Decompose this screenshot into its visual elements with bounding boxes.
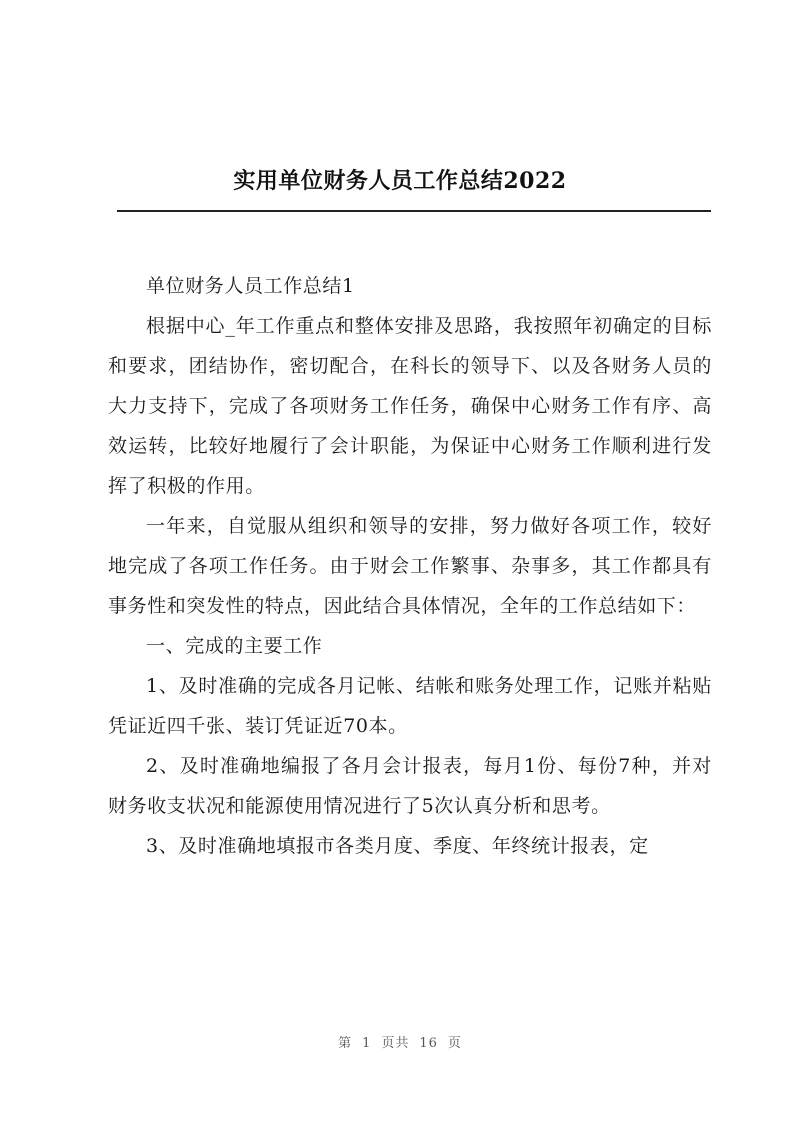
paragraph: 一年来，自觉服从组织和领导的安排，努力做好各项工作，较好地完成了各项工作任务。由于财会工作繁事、杂事多，其工作都具有事务性和突发性的特点，因此结合具体情况，全年的工作总结如下： (108, 515, 712, 617)
footer-total-pages: 16 (419, 1036, 438, 1051)
paragraph: 2、及时准确地编报了各月会计报表，每月1份、每份7种，并对财务收支状况和能源使用情况进行了5次认真分析和思考。 (108, 755, 712, 817)
paragraph: 3、及时准确地填报市各类月度、季度、年终统计报表，定 (146, 835, 649, 857)
footer-prefix: 第 (338, 1036, 353, 1051)
paragraph: 1、及时准确的完成各月记帐、结帐和账务处理工作，记账并粘贴凭证近四千张、装订凭证近70本。 (108, 675, 712, 737)
footer-middle: 页共 (381, 1036, 410, 1051)
footer-current-page: 1 (362, 1036, 372, 1051)
footer-suffix: 页 (447, 1036, 462, 1051)
section-heading: 一、完成的主要工作 (146, 635, 323, 657)
page-footer (0, 1032, 800, 1051)
document-body (108, 266, 712, 866)
title-divider (117, 210, 711, 212)
document-title: 实用单位财务人员工作总结2022 (233, 168, 567, 194)
section-heading: 单位财务人员工作总结1 (146, 275, 355, 297)
paragraph: 根据中心_年工作重点和整体安排及思路，我按照年初确定的目标和要求，团结协作，密切配合，在科长的领导下、以及各财务人员的大力支持下，完成了各项财务工作任务，确保中心财务工作有序、高效运转，比较好地履行了会计职能，为保证中心财务工作顺利进行发挥了积极的作用。 (108, 315, 712, 497)
